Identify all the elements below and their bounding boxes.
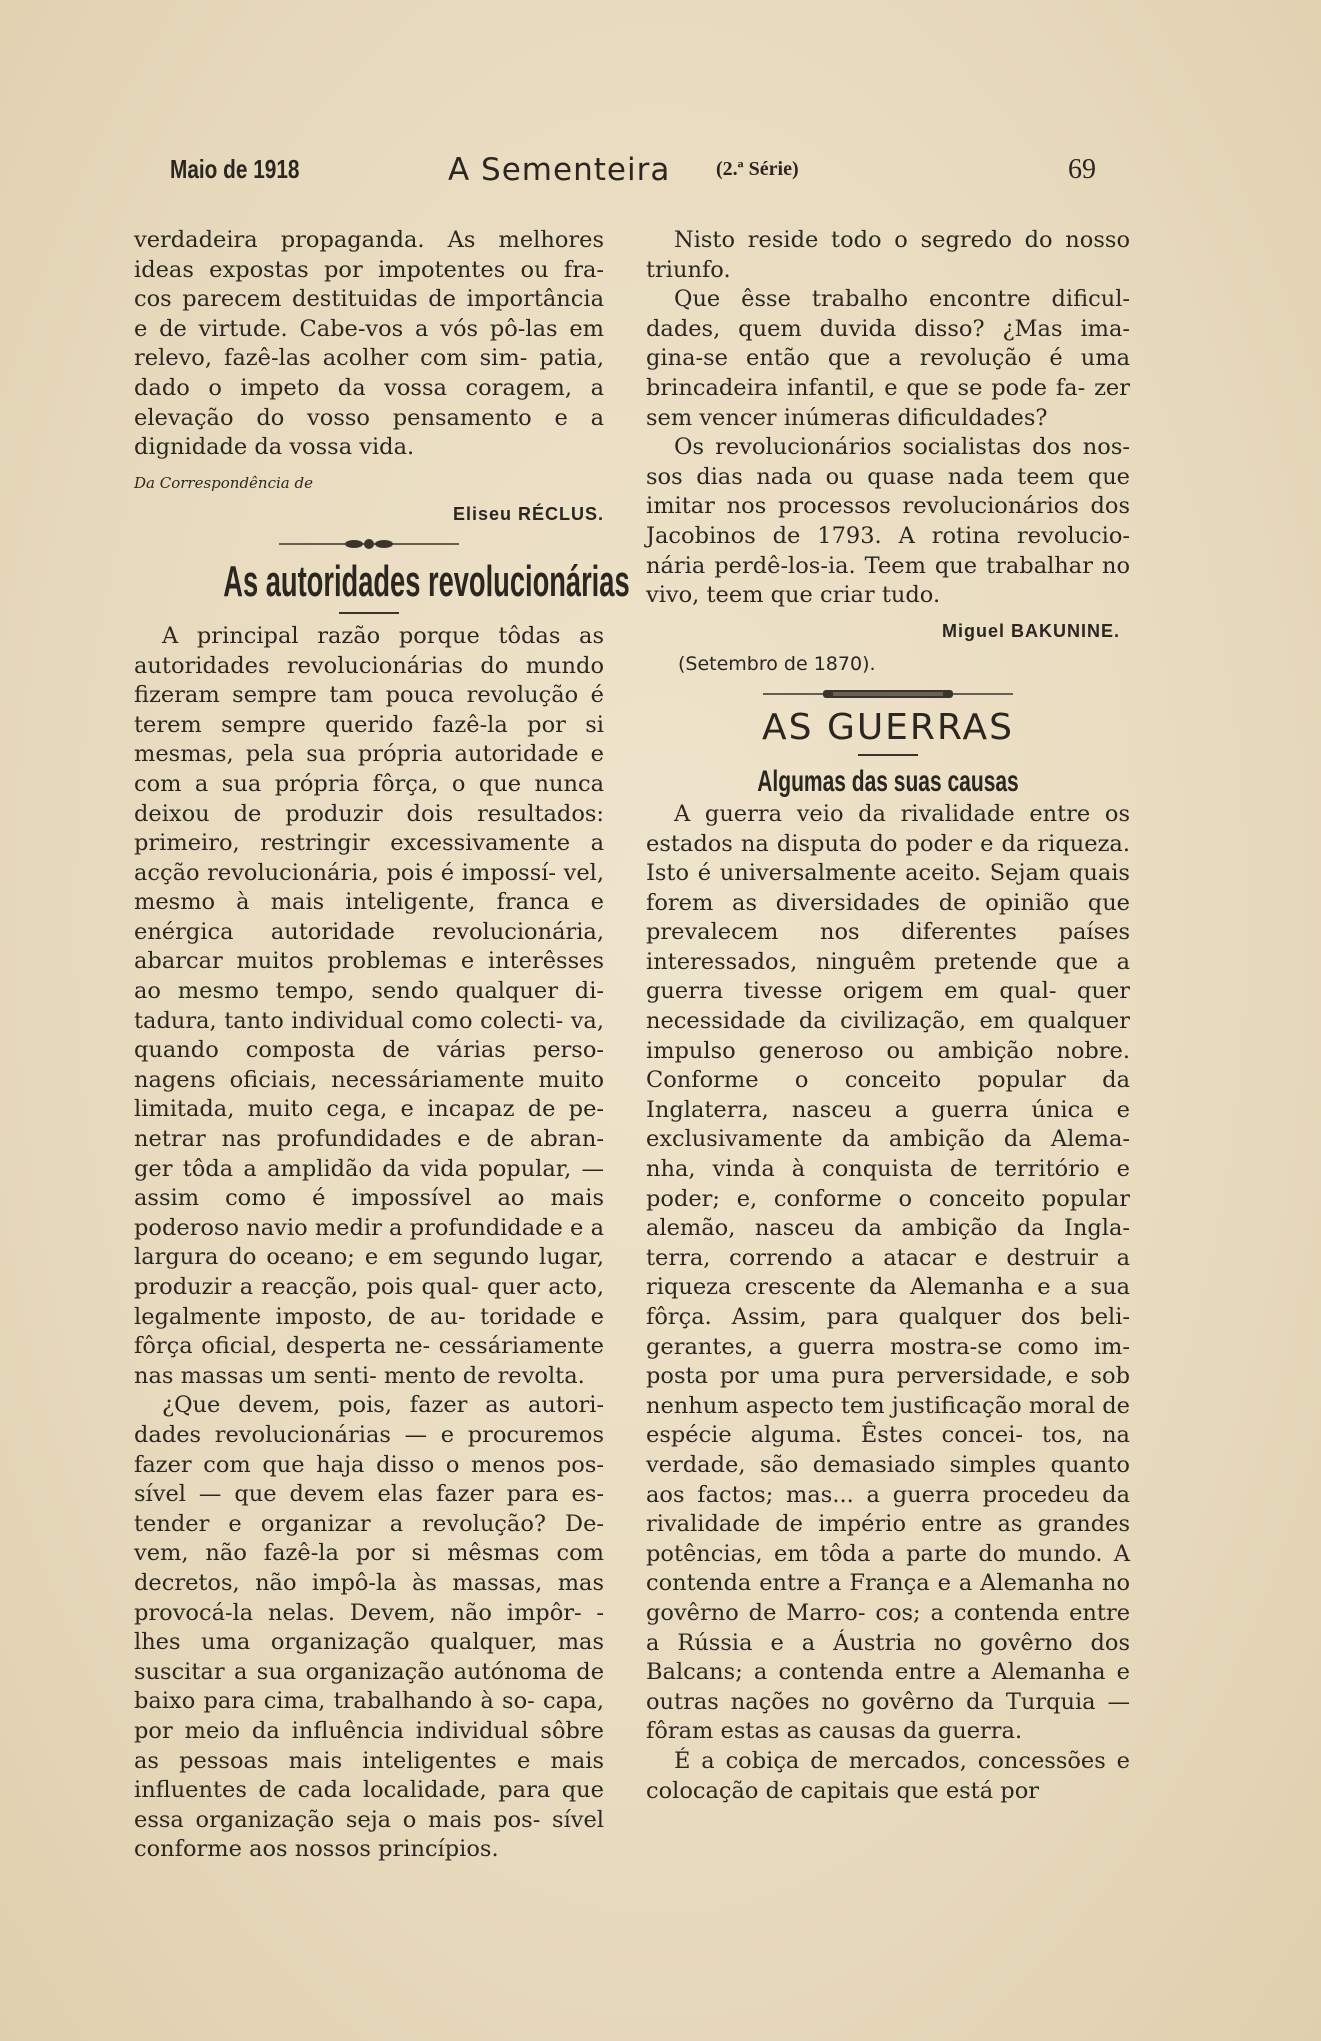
text-line: poderoso navio medir a profundidade — [134, 1214, 563, 1241]
source-note: Da Correspondência de — [134, 473, 313, 492]
text-line: toridade e fôrça oficial, desperta ne- — [134, 1303, 604, 1360]
subtitle-causas: Algumas das suas causas — [757, 764, 1019, 798]
text-line: e a Alemanha no govêrno de Marro- — [646, 1570, 1130, 1626]
text-line: nagens oficiais, necessáriamente muito — [134, 1066, 604, 1093]
right-paragraph-1 — [646, 226, 1130, 285]
section-title-autoridades: As autoridades revolucionárias — [223, 556, 630, 606]
text-line: fôrça. Assim, para qualquer dos beli- — [646, 1304, 1130, 1330]
text-line: sos dias nada ou quase nada teem que — [646, 463, 1130, 490]
text-line: tadura, tanto individual como colecti- — [134, 1007, 564, 1034]
text-line: brincadeira infantil, e que se pode fa- — [646, 374, 1086, 401]
text-line: ¿Que devem, pois, fazer as autori- — [162, 1392, 604, 1419]
text-line: decretos, não impô-la às massas, mas — [134, 1569, 604, 1596]
left-paragraph-2 — [134, 622, 604, 1391]
text-line: Inglaterra, nasceu a guerra única e — [646, 1096, 1130, 1123]
text-line: abarcar muitos problemas e interêsses — [134, 948, 604, 975]
text-line: mais influentes de cada localidade, para — [134, 1747, 604, 1804]
text-line: dignidade da vossa vida. — [134, 434, 415, 461]
text-line: ao mesmo tempo, sendo qualquer di- — [134, 978, 604, 1005]
text-line: cos parecem destituidas de importância — [134, 286, 604, 313]
text-line: cessáriamente nas massas um senti- — [134, 1333, 604, 1389]
text-line: qualquer impulso generoso ou ambição — [646, 1008, 1130, 1064]
text-line: Que êsse trabalho encontre dificul- — [674, 286, 1130, 313]
author-bakunine: Miguel BAKUNINE. — [942, 620, 1120, 641]
text-line: riqueza crescente da Alemanha e a sua — [646, 1274, 1130, 1301]
text-line: zer sem vencer inúmeras dificuldades? — [646, 374, 1130, 431]
text-line: ger tôda a amplidão da vida popular, — [134, 1155, 572, 1182]
text-line: nobre. Conforme o conceito popular da — [646, 1037, 1130, 1094]
text-line: acção revolucionária, pois é impossí- — [134, 859, 557, 886]
text-line: riqueza. Isto é universalmente aceito. — [646, 830, 1131, 887]
right-column — [646, 226, 1130, 1806]
text-line: sível conforme aos nossos princípios. — [134, 1806, 604, 1863]
text-line: no vivo, teem que criar tudo. — [646, 552, 1130, 609]
ornament-divider — [279, 538, 459, 550]
header-title: A Sementeira — [448, 152, 671, 188]
text-line: va, quando composta de várias perso- — [134, 1007, 604, 1064]
text-line: tos, na verdade, são demasiado simples — [646, 1422, 1130, 1478]
left-column — [134, 226, 630, 1865]
right-paragraph-3 — [646, 433, 1130, 611]
text-line: países interessados, ninguêm pretende — [646, 919, 1130, 975]
text-line: É a cobiça de mercados, concessões — [674, 1747, 1106, 1774]
text-line: limitada, muito cega, e incapaz de pe- — [134, 1096, 604, 1123]
right-paragraph-4 — [646, 800, 1130, 1747]
text-line: procedeu da rivalidade de império entre — [646, 1481, 1130, 1538]
header-series: (2.ª Série) — [716, 158, 799, 180]
text-line: dades revolucionárias — e procuremos — [134, 1421, 604, 1448]
text-line: deixou de produzir dois resultados: — [134, 800, 604, 827]
text-line: quer necessidade da civilização, em — [646, 978, 1131, 1035]
text-line: sível — que devem elas fazer para es- — [134, 1481, 604, 1508]
section-title-guerras: AS GUERRAS — [762, 706, 1014, 748]
text-line: fizeram sempre tam pouca revolução é — [134, 682, 604, 709]
text-line: estas as causas da guerra. — [720, 1718, 1023, 1745]
text-line: nações no govêrno da Turquia — fôram — [646, 1688, 1130, 1745]
text-line: nha, vinda à conquista de território e — [646, 1156, 1130, 1183]
text-line: que a guerra tivesse origem em qual- — [646, 948, 1131, 1005]
text-line: mento de revolta. — [383, 1362, 585, 1389]
text-line: alemão, nasceu da ambição da Ingla- — [646, 1215, 1130, 1242]
text-line: Nisto reside todo o segredo do nosso — [674, 227, 1130, 253]
text-line: patia, dado o impeto da vossa coragem, — [134, 345, 604, 401]
text-line: e a largura do oceano; e em segundo — [134, 1214, 604, 1271]
text-line: contenda entre a Alemanha e outras — [646, 1659, 1130, 1715]
header-page-number: 69 — [1068, 154, 1096, 185]
text-line: provocá-la nelas. Devem, não impôr- — [134, 1599, 582, 1626]
left-paragraph-3 — [134, 1391, 604, 1865]
text-line: ideas expostas por impotentes ou fra- — [134, 256, 604, 283]
ornament-divider-right — [763, 688, 1013, 700]
text-line: verdadeira propaganda. As melhores — [134, 227, 604, 253]
text-line: mesmas, pela sua própria autoridade e — [134, 741, 604, 768]
right-paragraph-2 — [646, 285, 1130, 433]
text-line: com a sua própria fôrça, o que nunca — [134, 770, 604, 797]
text-line: autoridades revolucionárias do mundo — [134, 652, 604, 679]
text-line: quanto aos factos; mas... a guerra — [646, 1451, 1130, 1508]
text-line: moral de espécie alguma. Êstes concei- — [646, 1392, 1130, 1449]
text-line: terem sempre querido fazê-la por si — [134, 711, 604, 738]
text-line: e de virtude. Cabe-vos a vós pô-las — [134, 315, 558, 342]
text-line: e colocação de capitais que está por — [646, 1747, 1130, 1804]
text-line: sôbre as pessoas mais inteligentes e — [134, 1717, 604, 1774]
right-paragraph-5 — [646, 1747, 1130, 1806]
text-line: — assim como é impossível ao mais — [134, 1155, 605, 1212]
text-line: fazer com que haja disso o menos pos- — [134, 1451, 604, 1478]
text-line: Áustria no govêrno dos Balcans; a — [646, 1629, 1130, 1686]
text-line: poder; e, conforme o conceito popular — [646, 1185, 1130, 1212]
text-line: lugar, produzir a reacção, pois qual- — [134, 1244, 604, 1300]
text-line: gerantes, a guerra mostra-se como im- — [646, 1333, 1130, 1360]
text-line: tender e organizar a revolução? De- — [134, 1510, 604, 1537]
text-line: do mundo. A contenda entre a França — [646, 1540, 1131, 1597]
text-line: a elevação do vosso pensamento e a — [134, 374, 604, 431]
title-rule — [339, 612, 399, 614]
page-header — [130, 150, 1130, 190]
left-paragraph-1 — [134, 226, 604, 463]
text-line: os estados na disputa do poder e da — [646, 800, 1130, 857]
text-line: dades, quem duvida disso? ¿Mas ima- — [646, 315, 1130, 342]
text-line: terra, correndo a atacar e destruir a — [646, 1244, 1130, 1271]
header-date: Maio de 1918 — [170, 154, 300, 184]
text-line: imitar nos processos revolucionários dos — [646, 493, 1130, 520]
text-line: posta por uma pura perversidade, e — [646, 1363, 1079, 1390]
text-line: sob nenhum aspecto tem justificação — [646, 1363, 1130, 1419]
date-note: (Setembro de 1870). — [678, 653, 876, 676]
text-line: cos; a contenda entre a Rússia e a — [646, 1599, 1131, 1656]
text-line: Os revolucionários socialistas dos nos- — [674, 434, 1130, 461]
text-line: vem, não fazê-la por si mêsmas com — [134, 1540, 604, 1567]
text-line: -lhes uma organização qualquer, mas — [134, 1599, 605, 1656]
text-line: triunfo. — [646, 256, 731, 283]
text-line: que essa organização seja o mais pos- — [134, 1777, 604, 1833]
text-line: Sejam quais forem as diversidades de — [646, 860, 1130, 916]
text-line: exclusivamente da ambição da Alema- — [646, 1126, 1130, 1153]
text-line: A principal razão porque tôdas as — [162, 622, 604, 649]
text-line: e enérgica autoridade revolucionária, — [134, 889, 604, 945]
text-line: Jacobinos de 1793. A rotina revolucio- — [646, 522, 1130, 549]
text-line: nária perdê-los-ia. Teem que trabalhar — [646, 552, 1093, 579]
author-reclus: Eliseu RÉCLUS. — [452, 504, 604, 525]
text-line: netrar nas profundidades e de abran- — [134, 1126, 604, 1153]
text-line: A guerra veio da rivalidade entre — [674, 800, 1091, 827]
text-line: opinião que prevalecem nos diferentes — [646, 889, 1131, 946]
text-line: quer acto, legalmente imposto, de au- — [134, 1274, 604, 1330]
text-line: primeiro, restringir excessivamente a — [134, 830, 604, 857]
title-rule-right — [858, 754, 918, 756]
text-line: suscitar a sua organização autónoma — [134, 1658, 567, 1685]
text-line: gina-se então que a revolução é uma — [646, 345, 1130, 372]
text-line: de baixo para cima, trabalhando à so- — [134, 1658, 605, 1715]
text-line: capa, por meio da influência individual — [134, 1688, 604, 1744]
text-line: em relevo, fazê-las acolher com sim- — [134, 315, 604, 372]
text-line: as grandes potências, em tôda a parte — [646, 1511, 1130, 1567]
text-line: vel, mesmo à mais inteligente, franca — [134, 859, 604, 916]
